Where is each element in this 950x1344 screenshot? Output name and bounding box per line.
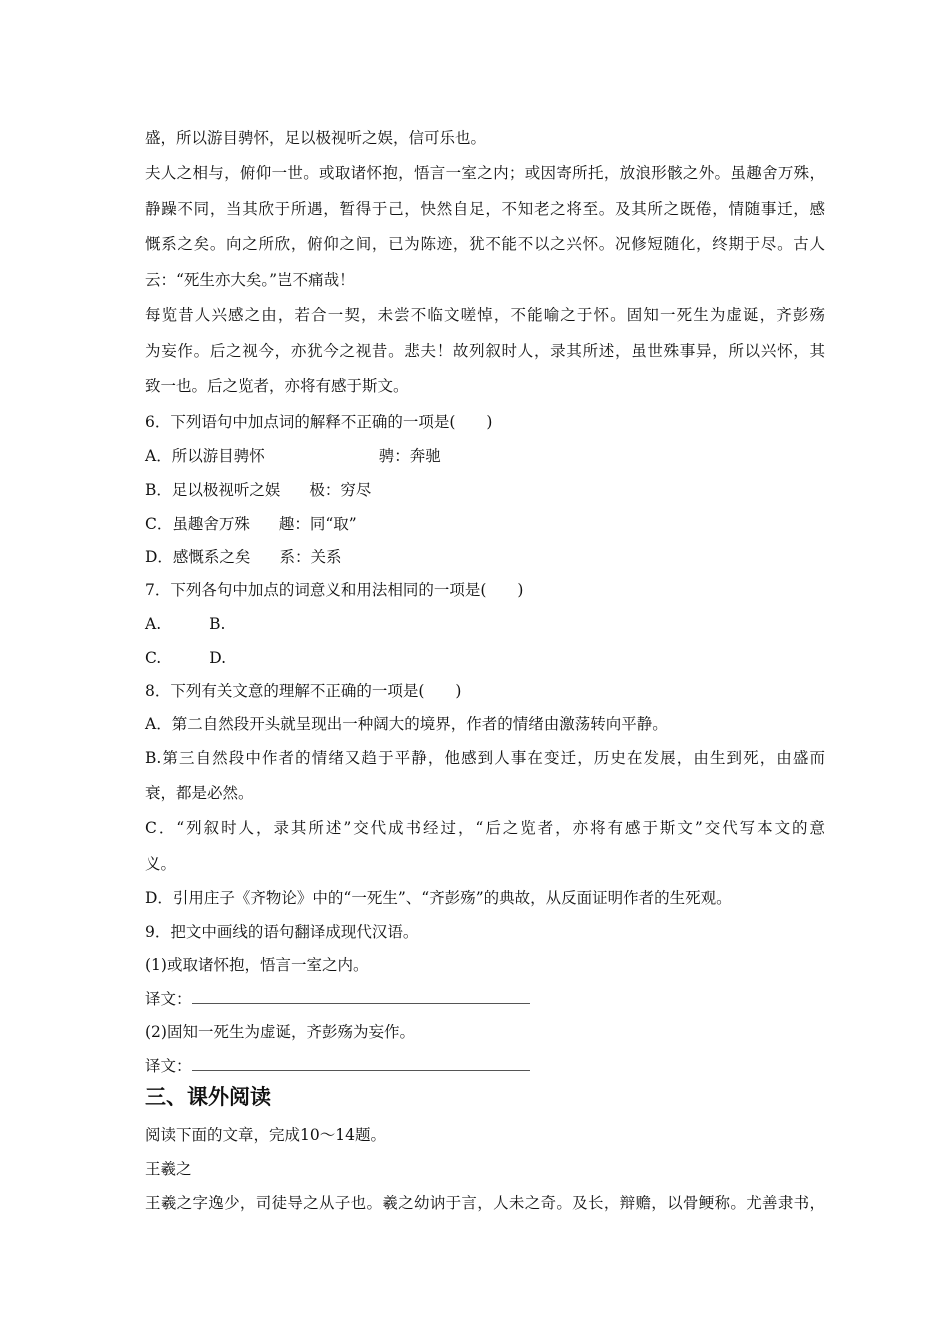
question-6-option-a [145,446,441,466]
passage-line: 盛，所以游目骋怀，足以极视听之娱，信可乐也。 [145,129,487,147]
question-8-option-c: C．“列叙时人，录其所述”交代成书经过，“后之览者，亦将有感于斯文”交代写本文的意 [145,819,825,837]
question-6-option-c [145,514,357,534]
passage-line: 慨系之矣。向之所欣，俯仰之间，已为陈迹，犹不能不以之兴怀。况修短随化，终期于尽。古人 [145,235,825,253]
passage-line: 致一也。后之览者，亦将有感于斯文。 [145,377,409,395]
option-text: D．感慨系之矣 [145,548,251,566]
question-7-stem: 7．下列各句中加点的词意义和用法相同的一项是( ) [145,581,524,599]
answer-label: 译文： [145,990,192,1008]
option-gloss: 趣：同“取” [278,515,357,533]
passage-line: 云：“死生亦大矣。”岂不痛哉！ [145,271,355,289]
passage-line: 静躁不同，当其欣于所遇，暂得于己，快然自足，不知老之将至。及其所之既倦，情随事迁，感 [145,200,825,218]
option-gloss: 系：关系 [279,548,342,566]
question-8-option-c-cont: 义。 [145,855,177,873]
article-title: 王羲之 [145,1160,192,1178]
passage-line: 夫人之相与，俯仰一世。或取诸怀抱，悟言一室之内；或因寄所托，放浪形骸之外。虽趣舍万殊， [145,164,825,182]
question-7-options-ab [145,614,225,634]
question-9-stem: 9．把文中画线的语句翻译成现代汉语。 [145,923,419,941]
option-text: B．足以极视听之娱 [145,481,281,499]
option-text: C．虽趣舍万殊 [145,515,250,533]
question-7-options-cd [145,648,226,668]
question-9-item-2: (2)固知一死生为虚诞，齐彭殇为妄作。 [145,1023,415,1041]
section-heading: 三、课外阅读 [145,1085,271,1109]
answer-line-2 [145,1056,530,1076]
question-8-option-a: A．第二自然段开头就呈现出一种阔大的境界，作者的情绪由激荡转向平静。 [145,715,668,733]
question-8-option-d: D．引用庄子《齐物论》中的“一死生”、“齐彭殇”的典故，从反面证明作者的生死观。 [145,889,732,907]
passage-line: 每览昔人兴感之由，若合一契，未尝不临文嗟悼，不能喻之于怀。固知一死生为虚诞，齐彭殇 [145,306,825,324]
question-8-option-b-cont: 衰，都是必然。 [145,784,254,802]
question-8-stem: 8．下列有关文意的理解不正确的一项是( ) [145,682,462,700]
answer-line-1 [145,989,530,1009]
answer-label: 译文： [145,1057,192,1075]
question-6-option-b [145,480,371,500]
question-6-stem: 6．下列语句中加点词的解释不正确的一项是( ) [145,413,493,431]
article-first-line: 王羲之字逸少，司徒导之从子也。羲之幼讷于言，人未之奇。及长，辩赡，以骨鲠称。尤善隶书， [145,1194,825,1212]
option-b: B. [209,615,226,633]
question-9-item-1: (1)或取诸怀抱，悟言一室之内。 [145,956,369,974]
option-c: C. [145,649,162,667]
answer-blank[interactable] [192,1056,530,1071]
section-instruction: 阅读下面的文章，完成10～14题。 [145,1126,386,1144]
passage-line: 为妄作。后之视今，亦犹今之视昔。悲夫！故列叙时人，录其所述，虽世殊事异，所以兴怀，其 [145,342,825,360]
answer-blank[interactable] [192,989,530,1004]
question-8-option-b: B.第三自然段中作者的情绪又趋于平静，他感到人事在变迁，历史在发展，由生到死，由盛而 [145,749,825,767]
option-a: A. [145,615,162,633]
option-gloss: 极：穷尽 [309,481,372,499]
option-gloss: 骋：奔驰 [378,447,441,465]
option-d: D. [209,649,227,667]
question-6-option-d [145,547,341,567]
option-text: A．所以游目骋怀 [145,447,265,465]
